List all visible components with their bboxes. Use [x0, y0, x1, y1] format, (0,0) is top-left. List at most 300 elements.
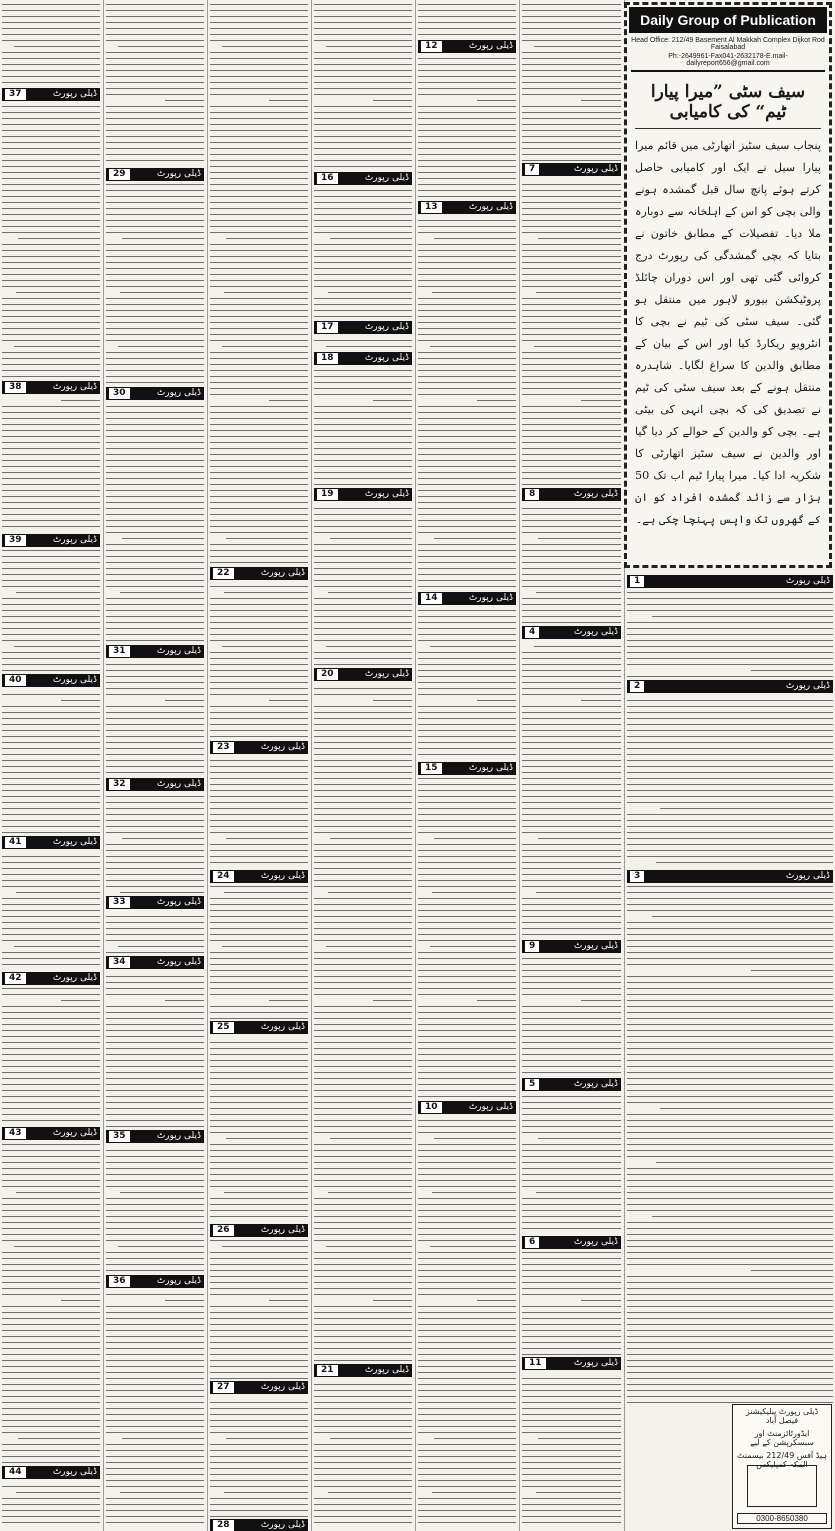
text-line: [418, 1288, 516, 1291]
text-line: [522, 1426, 621, 1429]
text-line: [106, 1090, 204, 1093]
text-line: [210, 646, 308, 649]
text-line: [418, 1090, 516, 1093]
text-line: [522, 34, 621, 37]
text-line: [210, 256, 308, 259]
text-line: [210, 436, 308, 439]
text-line: [106, 1114, 204, 1117]
text-line: [314, 958, 412, 961]
text-line: [106, 808, 204, 811]
text-line: [627, 1078, 833, 1081]
text-line: [210, 970, 308, 973]
text-line: [2, 472, 100, 475]
text-line: [522, 520, 621, 523]
text-line: [210, 700, 308, 703]
text-line: [2, 1426, 100, 1429]
text-line: [2, 1186, 100, 1189]
text-line: [210, 514, 308, 517]
text-line: [522, 232, 621, 235]
text-line: [2, 904, 100, 907]
text-line: [2, 376, 100, 379]
text-line: [627, 1342, 833, 1345]
story-header-bar: [106, 778, 204, 791]
text-line: [210, 850, 308, 853]
text-line: [627, 748, 833, 751]
text-line: [2, 1414, 100, 1417]
text-line: [418, 970, 516, 973]
text-line: [418, 1012, 516, 1015]
text-line: [627, 784, 833, 787]
text-line: [210, 928, 308, 931]
text-line: [106, 1264, 204, 1267]
story-header-bar: [2, 1466, 100, 1479]
text-line: [314, 1420, 412, 1423]
text-line: [210, 298, 308, 301]
text-line: [522, 544, 621, 547]
text-line: [314, 1408, 412, 1411]
story-number: 29: [109, 169, 130, 180]
text-line: [2, 208, 100, 211]
text-line: [210, 598, 308, 601]
text-line: [314, 1096, 412, 1099]
text-line: [106, 1390, 204, 1393]
text-line: [2, 430, 100, 433]
masthead-box: [624, 2, 832, 568]
advertisement-box: [732, 1404, 832, 1529]
text-line: [418, 802, 516, 805]
text-line: [2, 1450, 100, 1453]
text-line: [418, 160, 516, 163]
text-line: [2, 934, 100, 937]
text-line: [106, 28, 204, 31]
text-line: [627, 994, 833, 997]
text-line: [210, 1462, 308, 1465]
text-line: [418, 508, 516, 511]
text-line: [418, 1060, 516, 1063]
text-line: [418, 364, 516, 367]
text-line: [314, 1120, 412, 1123]
text-line: [627, 1276, 833, 1279]
text-line: [210, 1318, 308, 1321]
text-line: [210, 388, 308, 391]
text-line: [210, 190, 308, 193]
ad-line-3: ہیڈ آفس 212/49 بیسمنٹ المکہ کمپلیکس: [736, 1451, 827, 1469]
text-line: [2, 886, 100, 889]
text-line: [314, 1030, 412, 1033]
text-line: [314, 940, 412, 943]
text-line: [627, 1246, 833, 1249]
text-line: [2, 1228, 100, 1231]
text-line: [106, 616, 204, 619]
text-line: [2, 712, 100, 715]
text-line: [522, 220, 621, 223]
text-line: [418, 1120, 516, 1123]
text-line: [210, 1366, 308, 1369]
text-line: [522, 1174, 621, 1177]
text-line: [627, 706, 833, 709]
text-line: [2, 466, 100, 469]
text-line: [2, 1036, 100, 1039]
text-line: [522, 1138, 621, 1141]
text-line: [2, 334, 100, 337]
text-line: [418, 922, 516, 925]
text-line: [2, 652, 100, 655]
text-line: [314, 1072, 412, 1075]
story-number: 23: [213, 742, 234, 753]
text-line: [210, 424, 308, 427]
text-line: [106, 124, 204, 127]
text-line: [418, 406, 516, 409]
text-line: [106, 484, 204, 487]
text-line: [2, 484, 100, 487]
text-line: [627, 676, 833, 679]
text-line: [522, 742, 621, 745]
text-line: [522, 910, 621, 913]
text-line: [210, 94, 308, 97]
text-line: [627, 1072, 833, 1075]
text-line: [314, 16, 412, 19]
text-line: [210, 532, 308, 535]
story-number: 24: [213, 871, 234, 882]
text-line: [2, 658, 100, 661]
text-line: [210, 1264, 308, 1267]
text-line: [418, 136, 516, 139]
text-line: [522, 1228, 621, 1231]
text-line: [627, 628, 833, 631]
text-line: [210, 658, 308, 661]
text-line: [522, 148, 621, 151]
story-header-bar: [2, 88, 100, 101]
text-line: [2, 1438, 100, 1441]
masthead-contact: Ph:-2649961-Fax041-2632178-E.mail-dailyreport656@gmail.com: [668, 53, 788, 67]
text-line: [522, 838, 621, 841]
text-line: [314, 574, 412, 577]
text-line: [210, 1282, 308, 1285]
text-line: [627, 832, 833, 835]
text-line: [522, 700, 621, 703]
text-line: [210, 448, 308, 451]
text-line: [627, 1306, 833, 1309]
text-line: [627, 916, 833, 919]
text-line: [2, 898, 100, 901]
story-tag: ڈیلی رپورٹ: [468, 1102, 513, 1112]
text-line: [627, 1000, 833, 1003]
text-line: [2, 1504, 100, 1507]
text-line: [2, 1072, 100, 1075]
story-number: 38: [5, 382, 26, 393]
text-line: [210, 112, 308, 115]
text-line: [522, 268, 621, 271]
text-line: [314, 1486, 412, 1489]
text-line: [522, 580, 621, 583]
text-line: [627, 1378, 833, 1381]
text-line: [418, 658, 516, 661]
text-line: [627, 622, 833, 625]
text-line: [106, 664, 204, 667]
text-line: [314, 82, 412, 85]
story-number: 4: [525, 627, 539, 638]
story-number: 22: [213, 568, 234, 579]
text-line: [418, 1210, 516, 1213]
text-line: [314, 1450, 412, 1453]
text-line: [106, 1474, 204, 1477]
text-line: [418, 28, 516, 31]
text-line: [2, 4, 100, 7]
text-line: [210, 1210, 308, 1213]
text-line: [210, 136, 308, 139]
text-line: [627, 1102, 833, 1105]
text-line: [106, 826, 204, 829]
text-line: [210, 1168, 308, 1171]
text-line: [314, 1060, 412, 1063]
text-line: [522, 916, 621, 919]
text-line: [210, 430, 308, 433]
text-line: [2, 1396, 100, 1399]
text-line: [522, 76, 621, 79]
text-line: [314, 436, 412, 439]
story-header-bar: [106, 1275, 204, 1288]
text-line: [314, 478, 412, 481]
text-line: [2, 406, 100, 409]
text-line: [418, 1486, 516, 1489]
text-line: [314, 1018, 412, 1021]
story-number: 8: [525, 489, 539, 500]
text-line: [2, 130, 100, 133]
text-line: [2, 1108, 100, 1111]
text-line: [2, 736, 100, 739]
text-line: [106, 670, 204, 673]
text-line: [418, 1222, 516, 1225]
text-line: [627, 856, 833, 859]
story-header-bar: [210, 1021, 308, 1034]
text-line: [106, 328, 204, 331]
text-line: [314, 1462, 412, 1465]
text-line: [627, 964, 833, 967]
text-line: [210, 952, 308, 955]
story-tag: ڈیلی رپورٹ: [156, 1131, 201, 1141]
text-line: [106, 202, 204, 205]
text-line: [210, 1126, 308, 1129]
text-line: [418, 1336, 516, 1339]
text-line: [210, 16, 308, 19]
text-line: [627, 1264, 833, 1267]
story-header-bar: [418, 201, 516, 214]
text-line: [106, 4, 204, 7]
text-line: [210, 1324, 308, 1327]
text-line: [2, 1174, 100, 1177]
text-line: [210, 940, 308, 943]
column-5: [415, 0, 518, 1531]
text-line: [210, 124, 308, 127]
text-line: [314, 466, 412, 469]
text-line: [106, 868, 204, 871]
text-line: [2, 1264, 100, 1267]
text-line: [106, 1426, 204, 1429]
text-line: [314, 226, 412, 229]
text-line: [2, 634, 100, 637]
text-line: [210, 364, 308, 367]
text-line: [106, 820, 204, 823]
text-line: [314, 586, 412, 589]
text-line: [627, 922, 833, 925]
story-tag: ڈیلی رپورٹ: [364, 669, 409, 679]
text-line: [314, 400, 412, 403]
text-line: [522, 1456, 621, 1459]
text-line: [106, 376, 204, 379]
text-line: [210, 550, 308, 553]
text-line: [418, 226, 516, 229]
text-line: [210, 820, 308, 823]
text-line: [627, 1396, 833, 1399]
story-tag: ڈیلی رپورٹ: [156, 779, 201, 789]
text-line: [314, 1162, 412, 1165]
story-header-bar: [418, 40, 516, 53]
text-line: [106, 298, 204, 301]
text-line: [522, 1516, 621, 1519]
story-number: 36: [109, 1276, 130, 1287]
text-line: [522, 322, 621, 325]
text-line: [418, 16, 516, 19]
text-line: [314, 22, 412, 25]
text-line: [2, 1306, 100, 1309]
text-line: [210, 394, 308, 397]
text-line: [418, 742, 516, 745]
text-line: [522, 1486, 621, 1489]
text-line: [314, 1114, 412, 1117]
text-line: [210, 736, 308, 739]
text-line: [418, 292, 516, 295]
text-line: [106, 1084, 204, 1087]
text-line: [314, 760, 412, 763]
text-line: [210, 1060, 308, 1063]
text-line: [418, 460, 516, 463]
text-line: [2, 1510, 100, 1513]
text-line: [522, 862, 621, 865]
text-line: [314, 544, 412, 547]
text-line: [314, 1324, 412, 1327]
text-line: [314, 214, 412, 217]
text-line: [106, 244, 204, 247]
story-header-bar: [627, 680, 833, 693]
story-tag: ڈیلی رپورٹ: [156, 897, 201, 907]
text-line: [627, 1348, 833, 1351]
text-line: [522, 1420, 621, 1423]
text-line: [627, 604, 833, 607]
text-line: [106, 580, 204, 583]
text-line: [106, 1018, 204, 1021]
text-line: [314, 70, 412, 73]
text-line: [314, 268, 412, 271]
text-line: [418, 1516, 516, 1519]
text-line: [522, 1180, 621, 1183]
text-line: [522, 310, 621, 313]
text-line: [106, 1108, 204, 1111]
text-line: [2, 412, 100, 415]
text-line: [210, 1102, 308, 1105]
text-line: [314, 442, 412, 445]
text-line: [2, 1078, 100, 1081]
text-line: [627, 946, 833, 949]
text-line: [210, 1054, 308, 1057]
text-line: [210, 946, 308, 949]
text-line: [210, 304, 308, 307]
text-line: [522, 40, 621, 43]
text-line: [418, 730, 516, 733]
text-line: [210, 490, 308, 493]
text-line: [210, 982, 308, 985]
text-line: [210, 1090, 308, 1093]
text-line: [2, 1402, 100, 1405]
text-line: [418, 988, 516, 991]
text-line: [2, 646, 100, 649]
text-line: [210, 382, 308, 385]
story-tag: ڈیلی رپورٹ: [364, 173, 409, 183]
text-line: [314, 514, 412, 517]
text-line: [314, 1300, 412, 1303]
text-line: [522, 280, 621, 283]
story-tag: ڈیلی رپورٹ: [260, 1520, 305, 1530]
text-line: [2, 448, 100, 451]
text-line: [2, 304, 100, 307]
text-line: [106, 1078, 204, 1081]
text-line: [106, 472, 204, 475]
text-line: [627, 664, 833, 667]
text-line: [210, 778, 308, 781]
text-line: [418, 850, 516, 853]
text-line: [2, 766, 100, 769]
text-line: [522, 796, 621, 799]
text-line: [2, 184, 100, 187]
text-line: [627, 1228, 833, 1231]
text-line: [314, 712, 412, 715]
story-tag: ڈیلی رپورٹ: [156, 388, 201, 398]
text-line: [314, 658, 412, 661]
story-header-bar: [106, 956, 204, 969]
text-line: [106, 142, 204, 145]
text-line: [314, 1234, 412, 1237]
text-line: [106, 94, 204, 97]
text-line: [314, 10, 412, 13]
story-tag: ڈیلی رپورٹ: [260, 1022, 305, 1032]
text-line: [106, 1516, 204, 1519]
text-line: [314, 472, 412, 475]
text-line: [418, 1408, 516, 1411]
text-line: [2, 418, 100, 421]
story-number: 2: [630, 681, 644, 692]
text-line: [418, 232, 516, 235]
text-line: [106, 460, 204, 463]
story-tag: ڈیلی رپورٹ: [573, 627, 618, 637]
text-line: [522, 1300, 621, 1303]
text-line: [106, 1486, 204, 1489]
text-line: [2, 1144, 100, 1147]
text-line: [522, 442, 621, 445]
text-line: [314, 28, 412, 31]
text-line: [627, 1186, 833, 1189]
text-line: [522, 976, 621, 979]
text-line: [627, 1144, 833, 1147]
text-line: [627, 1108, 833, 1111]
text-line: [522, 1018, 621, 1021]
text-line: [418, 184, 516, 187]
text-line: [418, 790, 516, 793]
text-line: [418, 1384, 516, 1387]
text-line: [418, 1306, 516, 1309]
text-line: [210, 634, 308, 637]
text-line: [418, 1372, 516, 1375]
text-line: [418, 310, 516, 313]
text-line: [106, 874, 204, 877]
